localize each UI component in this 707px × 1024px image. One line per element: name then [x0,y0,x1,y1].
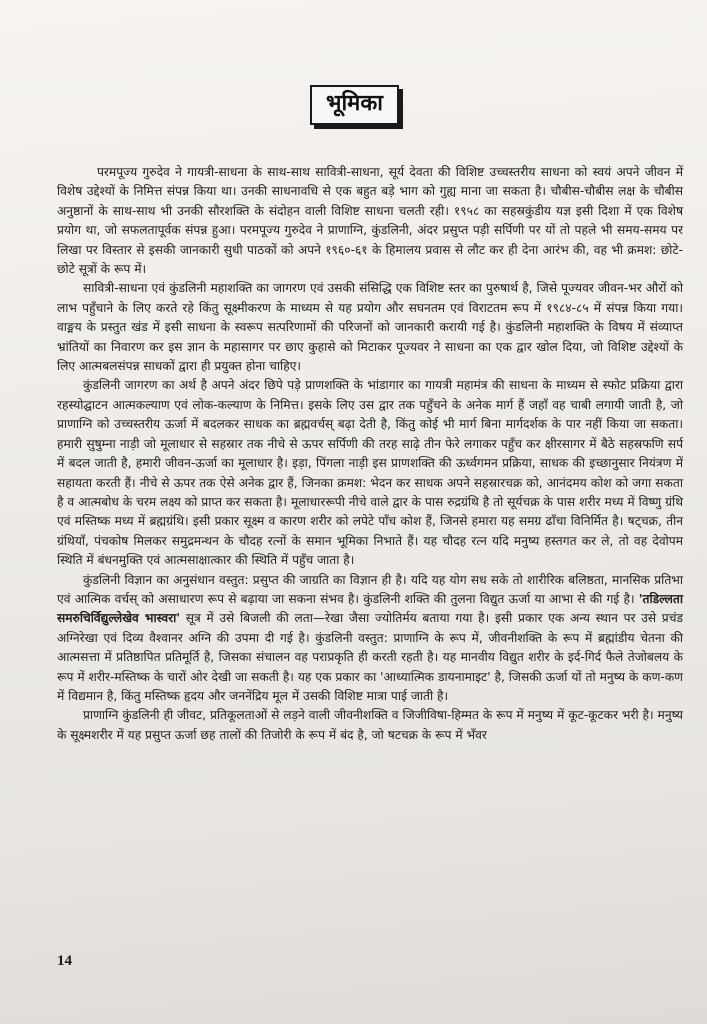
paragraph-3: कुंडलिनी जागरण का अर्थ है अपने अंदर छिपे पड़े प्राणशक्ति के भांडागार का गायत्री महामंत्र की साधना के माध्यम से स्फोट प्रक्रिया द्वारा रहस्योद्घाटन आत्मकल्याण एवं लोक-कल्याण के निमित्त। इसके लिए उस द्वार तक पहुँचने के अनेक मार्ग हैं जहाँ वह चाबी लगायी जाती है, जो प्राणाग्नि को उच्चस्तरीय ऊर्जा में बदलकर साधक का ब्रह्मवर्चस् बढ़ा देती है, किंतु कोई भी मार्ग बिना मार्गदर्शक के पार नहीं किया जा सकता। हमारी सुषुम्ना नाड़ी जो मूलाधार से सहस्रार तक नीचे से ऊपर सर्पिणी की तरह साढ़े तीन फेरे लगाकर पहुँच कर क्षीरसागर में बैठे सहस्रफणि सर्प में बदल जाती है, हमारी जीवन-ऊर्जा का मूलाधार है। इड़ा, पिंगला नाड़ी इस प्राणशक्ति की ऊर्ध्वगमन प्रक्रिया, साधक की इच्छानुसार नियंत्रण में सहायता करती हैं। नीचे से ऊपर तक ऐसे अनेक द्वार हैं, जिनका क्रमश: भेदन कर साधक अपने सहस्रारचक्र को, आनंदमय कोश को जगा सकता है व आत्मबोध के चरम लक्ष्य को प्राप्त कर सकता है। मूलाधाररूपी नीचे वाले द्वार के पास रुद्रग्रंथि है तो सूर्यचक्र के पास शरीर मध्य में विष्णु ग्रंथि एवं मस्तिष्क मध्य में ब्रह्मग्रंथि। इसी प्रकार सूक्ष्म व कारण शरीर को लपेटे पाँच कोश हैं, जिनसे हमारा यह समग्र ढाँचा विनिर्मित है। षट्चक्र, तीन ग्रंथियाँ, पंचकोष मिलकर समुद्रमन्थन के चौदह रत्नों के समान भूमिका निभाते हैं। यह चौदह रत्न यदि मनुष्य हस्तगत कर ले, तो वह देवोपम स्थिति में बंधनमुक्ति एवं आत्मसाक्षात्कार की स्थिति में पहुँच जाता है। [57,378,683,568]
title-container [310,85,399,125]
page-title: भूमिका [310,85,399,125]
paragraph-4-after: सूत्र में उसे बिजली की लता—रेखा जैसा ज्योतिर्मय बताया गया है। इसी प्रकार एक अन्य स्थान पर उसे प्रचंड अग्निरेखा एवं दिव्य वैश्वानर अग्नि की उपमा दी गई है। कुंडलिनी वस्तुत: प्राणाग्नि के रूप में, जीवनीशक्ति के रूप में ब्रह्मांडीय चेतना की आत्मसत्ता में प्रतिष्ठापित प्रतिमूर्ति है, जिसका संचालन वह पराप्रकृति ही करती रहती है। यह मानवीय विद्युत शरीर के इर्द-गिर्द फैले तेजोबलय के रूप में शरीर-मस्तिष्क के चारों ओर देखी जा सकती है। यह एक प्रकार का 'आध्यात्मिक डायनामाइट' है, जिसकी ऊर्जा यों तो मनुष्य के कण-कण में विद्यमान है, किंतु मस्तिष्क हृदय और जननेंद्रिय मूल में उसकी विशिष्ट मात्रा पाई जाती है। [57,611,683,703]
paragraph-5: प्राणाग्नि कुंडलिनी ही जीवट, प्रतिकूलताओं से लड़ने वाली जीवनीशक्ति व जिजीविषा-हिम्मत के रूप में मनुष्य में कूट-कूटकर भरी है। मनुष्य के सूक्ष्मशरीर में यह प्रसुप्त ऊर्जा छह तालों की तिजोरी के रूप में बंद है, जो षटचक्र के रूप में भँवर [57,708,683,742]
page-number: 14 [57,953,72,969]
paragraph-1: परमपूज्य गुरुदेव ने गायत्री-साधना के साथ-साथ सावित्री-साधना, सूर्य देवता की विशिष्ट उच्चस्तरीय साधना को स्वयं अपने जीवन में विशेष उद्देश्यों के निमित्त संपन्न किया था। उनकी साधनावधि से एक बहुत बड़े भाग को गुह्य माना जा सकता है। चौबीस-चौबीस लक्ष के चौबीस अनुष्ठानों के साथ-साथ भी उनकी सौरशक्ति के संदोहन वाली विशिष्ट साधना चलती रही। १९५८ का सहस्रकुंडीय यज्ञ इसी दिशा में एक विशेष प्रयोग था, जो सफलतापूर्वक संपन्न हुआ। परमपूज्य गुरुदेव ने प्राणाग्नि, कुंडलिनी, अंदर प्रसुप्त पड़ी सर्पिणी पर यों तो पहले भी समय-समय पर लिखा पर विस्तार से इसकी जानकारी सुधी पाठकों को अपने १९६०-६१ के हिमालय प्रवास से लौट कर ही देना आरंभ की, वह भी क्रमश: छोटे-छोटे सूत्रों के रूप में। [57,165,683,277]
paragraph-4 [57,571,683,707]
sutra-quote: 'तडिल्लता समरुचिर्विद्युल्लेखेव भास्वरा' [57,591,683,626]
paragraph-4-before: कुंडलिनी विज्ञान का अनुसंधान वस्तुत: प्रसुप्त की जाग्रति का विज्ञान ही है। यदि यह योग सध सके तो शारीरिक बलिष्ठता, मानसिक प्रतिभा एवं आत्मिक वर्चस् को असाधारण रूप से बढ़ाया जा सकना संभव है। कुंडलिनी शक्ति की तुलना विद्युत ऊर्जा या आभा से की गई है। [57,572,683,606]
body-text [57,163,683,745]
paragraph-2: सावित्री-साधना एवं कुंडलिनी महाशक्ति का जागरण एवं उसकी संसिद्धि एक विशिष्ट स्तर का पुरुषार्थ है, जिसे पूज्यवर जीवन-भर औरों को लाभ पहुँचाने के लिए करते रहे किंतु सूक्ष्मीकरण के माध्यम से यह प्रयोग और सघनतम एवं विराटतम रूप में १९८४-८५ में संपन्न किया गया। वाङ्मय के प्रस्तुत खंड में इसी साधना के स्वरूप सत्परिणामों की परिजनों को जानकारी करायी गई है। कुंडलिनी महाशक्ति के विषय में संव्याप्त भ्रांतियों का निवारण कर इस ज्ञान के महासागर पर छाए कुहासे को मिटाकर पूज्यवर ने साधना का एक द्वार खोल दिया, जो विशिष्ट उद्देश्यों के लिए आत्मबलसंपन्न साधकों द्वारा ही प्रयुक्त होना चाहिए। [57,281,683,374]
